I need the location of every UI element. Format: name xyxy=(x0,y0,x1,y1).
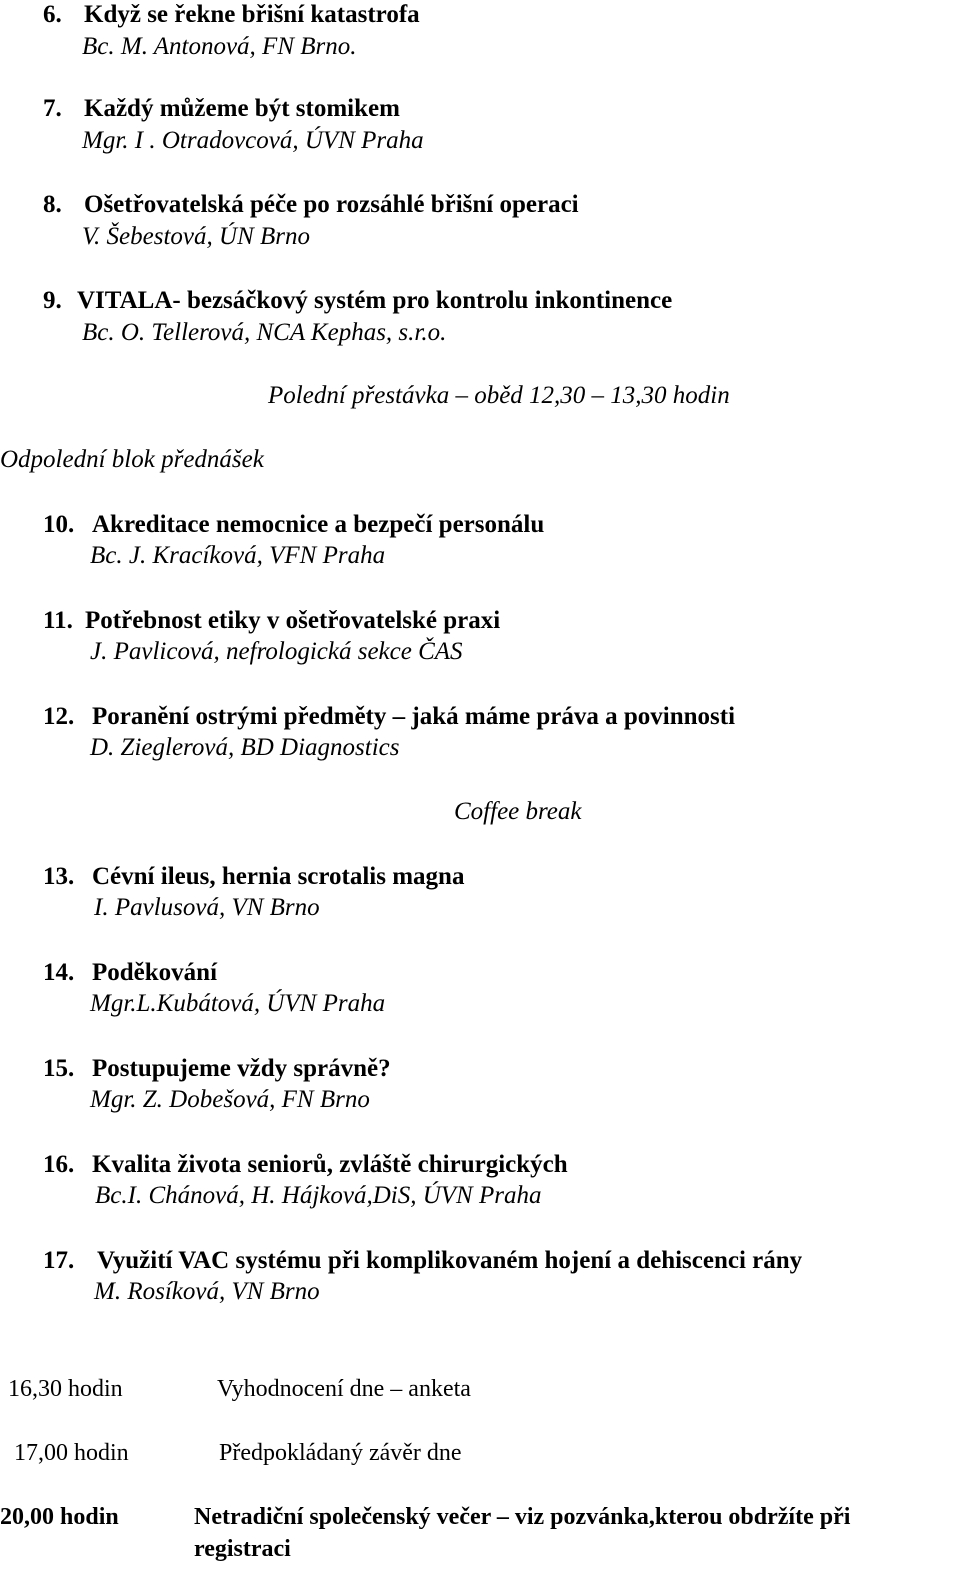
item-author: Bc. J. Kracíková, VFN Praha xyxy=(90,542,386,569)
item-number: 7. xyxy=(43,95,62,122)
item-author: Bc. M. Antonová, FN Brno. xyxy=(82,33,357,60)
item-title: Když se řekne břišní katastrofa xyxy=(84,1,420,28)
item-number: 9. xyxy=(43,287,62,314)
schedule-text: Vyhodnocení dne – anketa xyxy=(217,1376,471,1402)
item-number: 14. xyxy=(43,959,75,986)
schedule-time: 20,00 hodin xyxy=(0,1504,119,1530)
schedule-text: Netradiční společenský večer – viz pozvánka,kterou obdržíte při xyxy=(194,1504,851,1530)
item-title: Využití VAC systému při komplikovaném hojení a dehiscenci rány xyxy=(97,1247,803,1274)
lunch-break-note: Polední přestávka – oběd 12,30 – 13,30 hodin xyxy=(268,382,730,409)
item-title: Poranění ostrými předměty – jaká máme práva a povinnosti xyxy=(92,703,736,730)
coffee-break-note: Coffee break xyxy=(454,798,582,825)
item-author: Bc.I. Chánová, H. Hájková,DiS, ÚVN Praha xyxy=(95,1182,542,1209)
item-title: Postupujeme vždy správně? xyxy=(92,1055,391,1082)
item-number: 16. xyxy=(43,1151,75,1178)
item-title: Potřebnost etiky v ošetřovatelské praxi xyxy=(85,607,501,634)
item-title: Cévní ileus, hernia scrotalis magna xyxy=(92,863,465,890)
item-author: J. Pavlicová, nefrologická sekce ČAS xyxy=(90,638,463,665)
item-title: Každý můžeme být stomikem xyxy=(84,95,400,122)
schedule-time: 17,00 hodin xyxy=(14,1440,129,1466)
item-author: I. Pavlusová, VN Brno xyxy=(94,894,320,921)
schedule-text: Předpokládaný závěr dne xyxy=(219,1440,462,1466)
item-number: 13. xyxy=(43,863,75,890)
item-number: 11. xyxy=(43,607,73,634)
item-title: Akreditace nemocnice a bezpečí personálu xyxy=(92,511,545,538)
schedule-time: 16,30 hodin xyxy=(8,1376,123,1402)
item-number: 15. xyxy=(43,1055,75,1082)
item-number: 8. xyxy=(43,191,62,218)
item-number: 10. xyxy=(43,511,75,538)
item-author: Mgr. Z. Dobešová, FN Brno xyxy=(90,1086,370,1113)
item-author: D. Zieglerová, BD Diagnostics xyxy=(90,734,400,761)
afternoon-block-heading: Odpolední blok přednášek xyxy=(0,446,264,473)
item-title: Kvalita života seniorů, zvláště chirurgických xyxy=(92,1151,568,1178)
item-number: 17. xyxy=(43,1247,75,1274)
schedule-text-continued: registraci xyxy=(194,1536,291,1562)
item-author: Mgr.L.Kubátová, ÚVN Praha xyxy=(90,990,386,1017)
item-title: Ošetřovatelská péče po rozsáhlé břišní operaci xyxy=(84,191,579,218)
item-number: 12. xyxy=(43,703,75,730)
item-author: M. Rosíková, VN Brno xyxy=(94,1278,320,1305)
item-title: VITALA- bezsáčkový systém pro kontrolu inkontinence xyxy=(77,287,673,314)
item-title: Poděkování xyxy=(92,959,218,986)
item-number: 6. xyxy=(43,1,62,28)
item-author: Bc. O. Tellerová, NCA Kephas, s.r.o. xyxy=(82,319,447,346)
item-author: V. Šebestová, ÚN Brno xyxy=(82,223,310,250)
item-author: Mgr. I . Otradovcová, ÚVN Praha xyxy=(82,127,424,154)
